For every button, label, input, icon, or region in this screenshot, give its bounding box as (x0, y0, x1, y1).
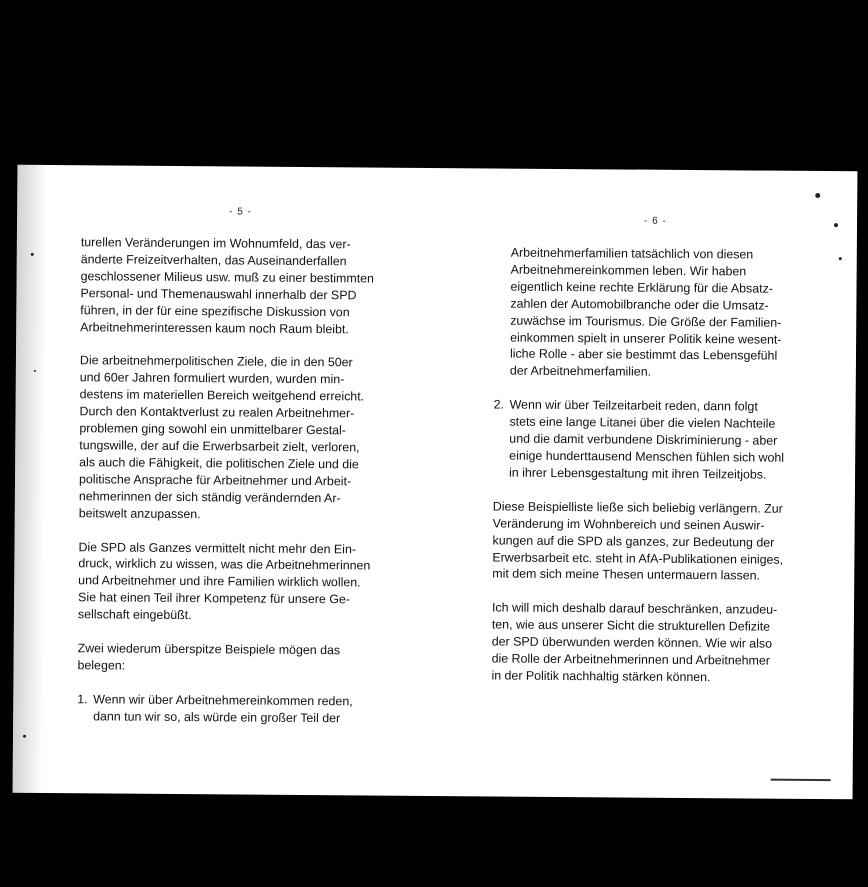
scan-speck (834, 223, 838, 227)
list-number: 1. (77, 692, 88, 707)
right-paragraph-1: Diese Beispielliste ließe sich beliebig verlängern. Zur Veränderung im Wohnbereich und seinen Auswir- kungen auf die SPD als ganzes, zur Bedeutung der Erwerbsarbeit etc. steht in AfA-Publikationen einiges, mit dem sich meine Thesen untermauern lassen. (492, 499, 784, 583)
left-list-item-1: 1. Wenn wir über Arbeitnehmereinkommen reden, dann tun wir so, als würde ein großer Teil der (77, 692, 353, 726)
left-paragraph-4: Zwei wiederum überspitze Beispiele mögen das belegen: (77, 641, 341, 673)
left-column (77, 234, 411, 744)
scan-speck (23, 735, 26, 738)
scan-speck (34, 370, 36, 372)
left-page-number: - 5 - (229, 206, 252, 218)
right-list-item-2: 2. Wenn wir über Teilzeitarbeit reden, dann folgt stets eine lange Litanei über die vielen Nachteile und die damit verbundene Diskriminierung - aber einige hunderttausend Menschen fühlen sich wohl in ihrer Lebensgestaltung mit ihren Teilzeitjobs. (493, 397, 785, 482)
list-number: 2. (493, 397, 505, 412)
right-column (491, 244, 825, 703)
scanned-page-spread (13, 165, 858, 800)
left-paragraph-1: turellen Veränderungen im Wohnumfeld, das ver- änderte Freizeitverhalten, das Auseinanderfallen geschlossener Milieus usw. muß zu einer bestimmten Personal- und Themenauswahl innerhalb der SPD führen, in der für eine spezifische Diskussion von Arbeitnehmerinteressen kaum noch Raum bleibt. (80, 235, 375, 336)
footer-rule (771, 779, 831, 781)
right-paragraph-2: Ich will mich deshalb darauf beschränken, anzudeu- ten, wie aus unserer Sicht die strukturellen Defizite der SPD überwunden werden können. Wie wir also die Rolle der Arbeitnehmerinnen und Arbeitnehmer in der Politik nachhaltig stärken können. (491, 600, 778, 685)
right-page-number: - 6 - (644, 215, 667, 227)
right-continuation-paragraph: Arbeitnehmerfamilien tatsächlich von diesen Arbeitnehmereinkommen leben. Wir haben eigentlich keine rechte Erklärung für die Absatz- zahlen der Automobilbranche oder die Umsatz- zuwächse im Tourismus. Die Größe der Familien- einkommen spielt in unserer Politik keine wesent- liche Rolle - aber sie bestimmt das Lebensgefühl der Arbeitnehmerfamilien. (509, 245, 782, 380)
scan-speck (839, 257, 842, 260)
scan-edge-shadow (13, 165, 48, 793)
left-paragraph-2: Die arbeitnehmerpolitischen Ziele, die in den 50er und 60er Jahren formuliert wurden, wurden min- destens im materiellen Bereich weitgehend erreicht. Durch den Kontaktverlust zu realen Arbeitnehmer- problemen ging sowohl ein unmittelbarer Gestal- tungswille, der auf die Erwerbsarbeit zielt, verloren, als auch die Fähigkeit, die politischen Ziele und die politische Ansprache für Arbeitnehmer und Arbeit- nehmerinnen der sich ständig verändernden Ar- beitswelt anzupassen. (78, 353, 365, 521)
scan-speck (815, 193, 820, 198)
left-paragraph-3: Die SPD als Ganzes vermittelt nicht mehr den Ein- druck, wirklich zu wissen, was die Arbeitnehmerinnen und Arbeitnehmer und ihre Familien wirklich wollen. Sie hat einen Teil ihrer Kompetenz für unsere Ge- sellschaft eingebüßt. (77, 539, 371, 623)
scan-speck (31, 253, 34, 256)
